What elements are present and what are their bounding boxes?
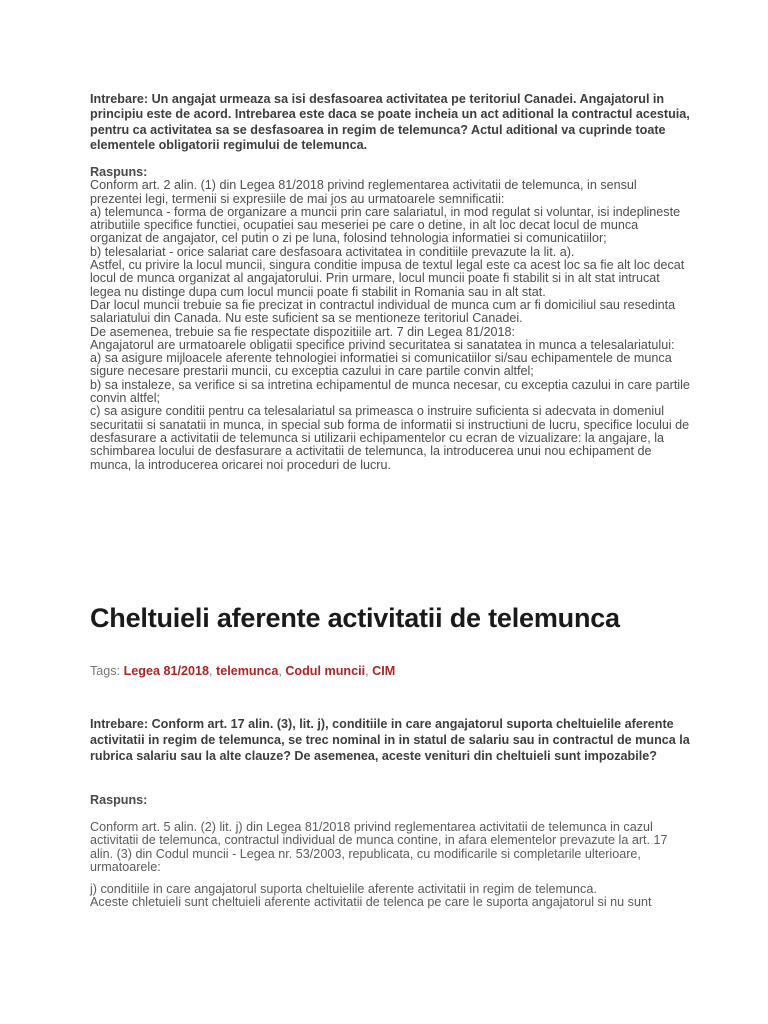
answer-1-line: Dar locul muncii trebuie sa fie precizat in contractul individual de munca cum ar fi domiciliul sau resedinta salariatului din Canada. Nu este suficient sa se mentioneze teritoriul Canadei. bbox=[90, 297, 676, 326]
article-title: Cheltuieli aferente activitatii de telemunca bbox=[90, 603, 620, 633]
answer-1-line: Angajatorul are urmatoarele obligatii specifice privind securitatea si sanatatea in munca a telesalariatului: bbox=[90, 337, 675, 352]
answer-2-line: Aceste chletuieli sunt cheltuieli aferente activitatii de telenca pe care le suporta angajatorul si nu sunt bbox=[90, 895, 652, 910]
tag-link[interactable]: telemunca bbox=[216, 664, 279, 678]
tag-link[interactable]: Codul muncii bbox=[285, 664, 366, 678]
answer-2-line: j) conditiile in care angajatorul suporta cheltuielile aferente activitatii in regim de telemunca. bbox=[90, 881, 597, 896]
answer-1-line: b) sa instaleze, sa verifice si sa intretina echipamentul de munca necesar, cu exceptia cazului in care partile convin altfel; bbox=[90, 377, 690, 406]
answer-2-paragraph bbox=[90, 883, 690, 910]
tags-row: Tags: Legea 81/2018, telemunca, Codul muncii, CIM bbox=[90, 664, 396, 678]
answer-1-line: Conform art. 2 alin. (1) din Legea 81/2018 privind reglementarea activitatii de telemunca, in sensul prezentei legi, termenii si expresiile de mai jos au urmatoarele semnificatii: bbox=[90, 178, 637, 206]
answer-1-line: c) sa asigure conditii pentru ca telesalariatul sa primeasca o instruire suficienta si adecvata in domeniul securitatii si sanatatii in munca, in special sub forma de informatii si instructiuni de lucru, specifice locului de desfasurare a activitatii de telemunca si utilizarii echipamentelor cu ecran de vizualizare: la angajare, la schimbarea locului de desfasurare a activitatii de telemunca, la introducerea unui nou echipament de munca, la introducerea oricarei noi proceduri de lucru. bbox=[90, 404, 690, 472]
answer-1-line: a) telemunca - forma de organizare a muncii prin care salariatul, in mod regulat si voluntar, isi indeplineste atributiile specifice functiei, ocupatiei sau meseriei pe care o detine, in alt loc decat locul de munca organizat de angajator, cel putin o zi pe luna, folosind tehnologia informatiei si comunicatiilor; bbox=[90, 204, 681, 246]
tag-link[interactable]: CIM bbox=[372, 664, 396, 678]
question-1: Intrebare: Un angajat urmeaza sa isi desfasoarea activitatea pe teritoriul Canadei. Angajatorul in principiu este de acord. Intrebarea este daca se poate incheia un act aditional la contractul acestuia, pentru ca activitatea sa se desfasoarea in regim de telemunca? Actul aditional va cuprinde toate elementele obligatorii regimului de telemunca. bbox=[90, 92, 690, 152]
tag-link[interactable]: Legea 81/2018 bbox=[123, 664, 210, 678]
answer-1-line: Astfel, cu privire la locul muncii, singura conditie impusa de textul legal este ca acest loc sa fie alt loc decat locul de munca organizat al angajatorului. Prin urmare, locul muncii poate fi stabilit si in alt stat intrucat legea nu distinge dupa cum locul muncii poate fi stabilit in Romania sau in alt stat. bbox=[90, 258, 685, 299]
answer-2-label: Raspuns: bbox=[90, 793, 148, 807]
answer-1-line: b) telesalariat - orice salariat care desfasoara activitatea in conditiile prevazute la lit. a). bbox=[90, 244, 575, 259]
answer-1-line: De asemenea, trebuie sa fie respectate dispozitiile art. 7 din Legea 81/2018: bbox=[90, 324, 515, 339]
answer-2-paragraph: Conform art. 5 alin. (2) lit. j) din Legea 81/2018 privind reglementarea activitatii de telemunca in cazul activitatii de telemunca, contractul individual de munca contine, in afara elementelor prevazute la art. 17 alin. (3) din Codul muncii - Legea nr. 53/2003, republicata, cu modificarile si completarile ulterioare, urmatoarele: bbox=[90, 820, 668, 875]
answer-2 bbox=[90, 821, 690, 909]
tags-label: Tags: bbox=[90, 664, 121, 678]
question-2: Intrebare: Conform art. 17 alin. (3), lit. j), conditiile in care angajatorul suporta cheltuielile aferente activitatii in regim de telemunca, se trec nominal in in statul de salariu sau in contractul de munca la rubrica salariu sau la alte clauze? De asemenea, aceste venituri din cheltuieli sunt impozabile? bbox=[90, 717, 690, 763]
answer-1-line: a) sa asigure mijloacele aferente tehnologiei informatiei si comunicatiilor si/sau echipamentele de munca sigure necesare prestarii muncii, cu exceptia cazului in care partile convin altfel; bbox=[90, 351, 672, 379]
answer-1-label: Raspuns: bbox=[90, 165, 148, 179]
answer-1 bbox=[90, 166, 690, 472]
